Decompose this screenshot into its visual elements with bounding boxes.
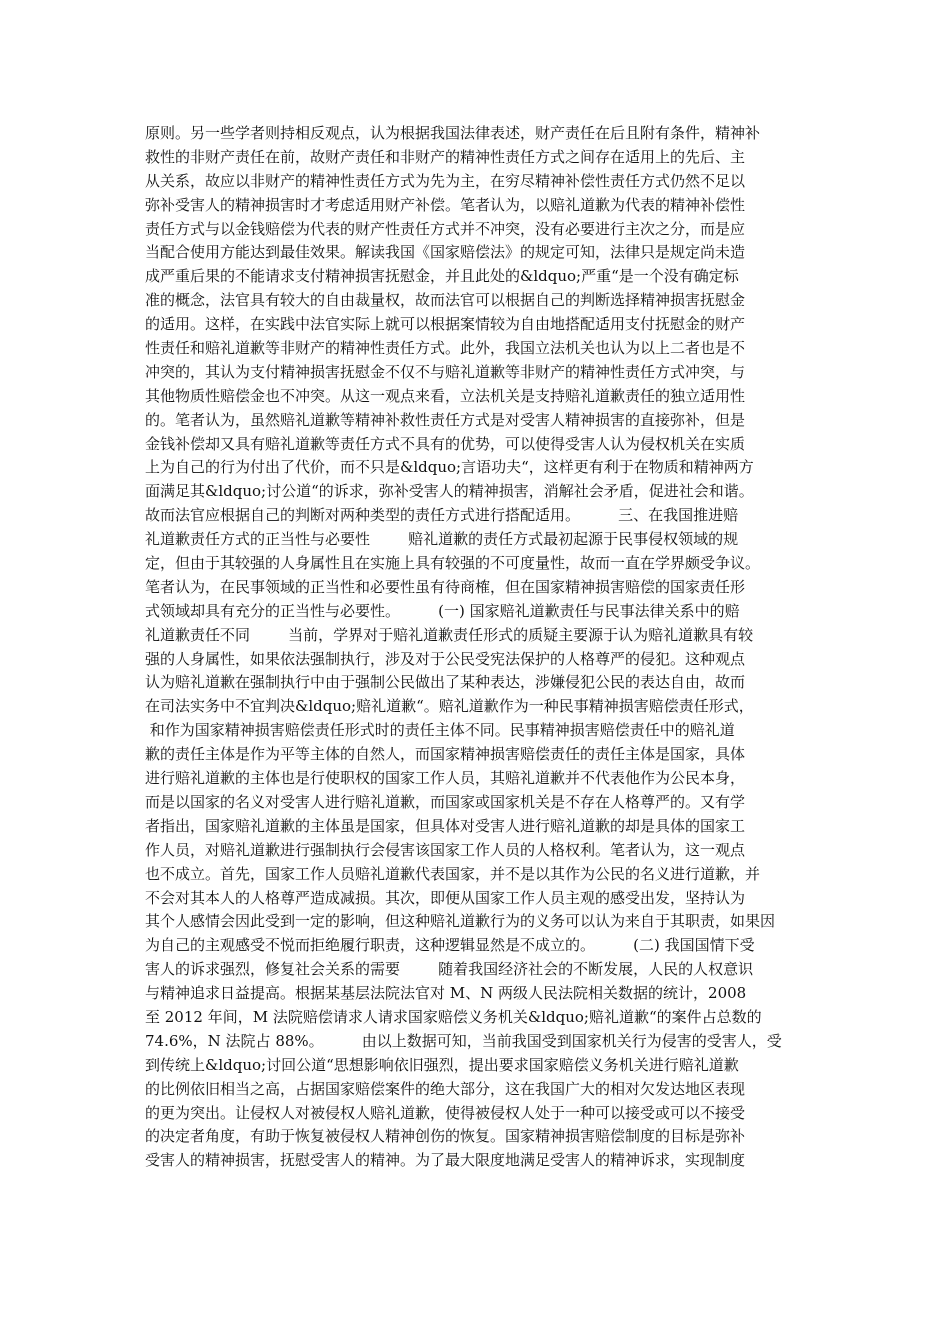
text-line: 歉的责任主体是作为平等主体的自然人，而国家精神损害赔偿责任的责任主体是国家，具体 bbox=[145, 745, 746, 764]
text-line: 而是以国家的名义对受害人进行赔礼道歉，而国家或国家机关是不存在人格尊严的。又有学 bbox=[145, 792, 746, 811]
text-line: 礼道歉责任不同 当前，学界对于赔礼道歉责任形式的质疑主要源于认为赔礼道歉具有较 bbox=[145, 625, 754, 644]
text-line: 者指出，国家赔礼道歉的主体虽是国家，但具体对受害人进行赔礼道歉的却是具体的国家工 bbox=[145, 816, 746, 835]
text-line: 故而法官应根据自己的判断对两种类型的责任方式进行搭配适用。 三、在我国推进赔 bbox=[145, 506, 739, 525]
text-line: 其个人感情会因此受到一定的影响，但这种赔礼道歉行为的义务可以认为来自于其职责，如果因 bbox=[145, 912, 776, 931]
text-line: 在司法实务中不宜判决&ldquo;赔礼道歉“。赔礼道歉作为一种民事精神损害赔偿责任形式， bbox=[145, 697, 754, 716]
text-line: 准的概念，法官具有较大的自由裁量权，故而法官可以根据自己的判断选择精神损害抚慰金 bbox=[145, 291, 746, 310]
text-line: 原则。另一些学者则持相反观点，认为根据我国法律表述，财产责任在后且附有条件，精神补 bbox=[145, 124, 761, 142]
text-line: 责任方式与以金钱赔偿为代表的财产性责任方式并不冲突，没有必要进行主次之分，而是应 bbox=[145, 219, 746, 238]
text-line: 作人员，对赔礼道歉进行强制执行会侵害该国家工作人员的人格权利。笔者认为，这一观点 bbox=[145, 840, 746, 859]
text-line: 冲突的，其认为支付精神损害抚慰金不仅不与赔礼道歉等非财产的精神性责任方式冲突，与 bbox=[145, 362, 746, 381]
text-line: 上为自己的行为付出了代价，而不只是&ldquo;言语功夫“，这样更有利于在物质和精神两方 bbox=[145, 458, 754, 477]
text-line: 至 2012 年间，M 法院赔偿请求人请求国家赔偿义务机关&ldquo;赔礼道歉“的案件占总数的 bbox=[145, 1007, 762, 1026]
text-line: 其他物质性赔偿金也不冲突。从这一观点来看，立法机关是支持赔礼道歉责任的独立适用性 bbox=[145, 386, 746, 405]
text-line: 式领域却具有充分的正当性与必要性。 (一) 国家赔礼道歉责任与民事法律关系中的赔 bbox=[145, 601, 740, 620]
text-line: 成严重后果的不能请求支付精神损害抚慰金，并且此处的&ldquo;严重“是一个没有确定标 bbox=[145, 267, 739, 286]
text-line: 也不成立。首先，国家工作人员赔礼道歉代表国家，并不是以其作为公民的名义进行道歉，并 bbox=[145, 864, 761, 883]
text-line: 的更为突出。让侵权人对被侵权人赔礼道歉，使得被侵权人处于一种可以接受或可以不接受 bbox=[145, 1103, 746, 1122]
text-line: 74.6%，N 法院占 88%。 由以上数据可知，当前我国受到国家机关行为侵害的受害人，受 bbox=[145, 1031, 782, 1050]
text-line: 害人的诉求强烈，修复社会关系的需要 随着我国经济社会的不断发展，人民的人权意识 bbox=[145, 960, 754, 979]
text-line: 为自己的主观感受不悦而拒绝履行职责，这种逻辑显然是不成立的。 (二) 我国国情下受 bbox=[145, 936, 755, 955]
text-line: 认为赔礼道歉在强制执行中由于强制公民做出了某种表达，涉嫌侵犯公民的表达自由，故而 bbox=[145, 673, 746, 692]
text-line: 受害人的精神损害，抚慰受害人的精神。为了最大限度地满足受害人的精神诉求，实现制度 bbox=[145, 1151, 746, 1170]
text-line: 的适用。这样，在实践中法官实际上就可以根据案情较为自由地搭配适用支付抚慰金的财产 bbox=[145, 315, 746, 334]
text-line: 面满足其&ldquo;讨公道“的诉求，弥补受害人的精神损害，消解社会矛盾，促进社会和谐。 bbox=[145, 482, 754, 501]
text-line: 和作为国家精神损害赔偿责任形式时的责任主体不同。民事精神损害赔偿责任中的赔礼道 bbox=[145, 721, 735, 740]
text-line: 到传统上&ldquo;讨回公道“思想影响依旧强烈，提出要求国家赔偿义务机关进行赔礼道歉 bbox=[145, 1055, 739, 1074]
text-line: 礼道歉责任方式的正当性与必要性 赔礼道歉的责任方式最初起源于民事侵权领域的规 bbox=[145, 530, 739, 549]
text-line: 的比例依旧相当之高，占据国家赔偿案件的绝大部分，这在我国广大的相对欠发达地区表现 bbox=[145, 1079, 746, 1098]
text-line: 从关系，故应以非财产的精神性责任方式为先为主，在穷尽精神补偿性责任方式仍然不足以 bbox=[145, 171, 746, 190]
text-line: 性责任和赔礼道歉等非财产的精神性责任方式。此外，我国立法机关也认为以上二者也是不 bbox=[145, 339, 746, 358]
text-line: 的决定者角度，有助于恢复被侵权人精神创伤的恢复。国家精神损害赔偿制度的目标是弥补 bbox=[145, 1127, 746, 1146]
text-line: 的。笔者认为，虽然赔礼道歉等精神补救性责任方式是对受害人精神损害的直接弥补，但是 bbox=[145, 410, 746, 429]
text-line: 金钱补偿却又具有赔礼道歉等责任方式不具有的优势，可以使得受害人认为侵权机关在实质 bbox=[145, 434, 746, 453]
text-line: 与精神追求日益提高。根据某基层法院法官对 M、N 两级人民法院相关数据的统计，2008 bbox=[145, 984, 747, 1003]
text-line: 救性的非财产责任在前，故财产责任和非财产的精神性责任方式之间存在适用上的先后、主 bbox=[145, 147, 746, 166]
text-line: 强的人身属性，如果依法强制执行，涉及对于公民受宪法保护的人格尊严的侵犯。这种观点 bbox=[145, 649, 746, 668]
text-line: 笔者认为，在民事领域的正当性和必要性虽有待商榷，但在国家精神损害赔偿的国家责任形 bbox=[145, 577, 746, 596]
text-line: 定，但由于其较强的人身属性且在实施上具有较强的不可度量性，故而一直在学界颇受争议。 bbox=[145, 554, 761, 573]
text-line: 当配合使用方能达到最佳效果。解读我国《国家赔偿法》的规定可知，法律只是规定尚未造 bbox=[145, 243, 746, 262]
body-text bbox=[145, 122, 807, 1173]
text-line: 进行赔礼道歉的主体也是行使职权的国家工作人员，其赔礼道歉并不代表他作为公民本身， bbox=[145, 769, 746, 788]
text-line: 弥补受害人的精神损害时才考虑适用财产补偿。笔者认为，以赔礼道歉为代表的精神补偿性 bbox=[145, 195, 746, 214]
text-line: 不会对其本人的人格尊严造成减损。其次，即便从国家工作人员主观的感受出发，坚持认为 bbox=[145, 888, 746, 907]
